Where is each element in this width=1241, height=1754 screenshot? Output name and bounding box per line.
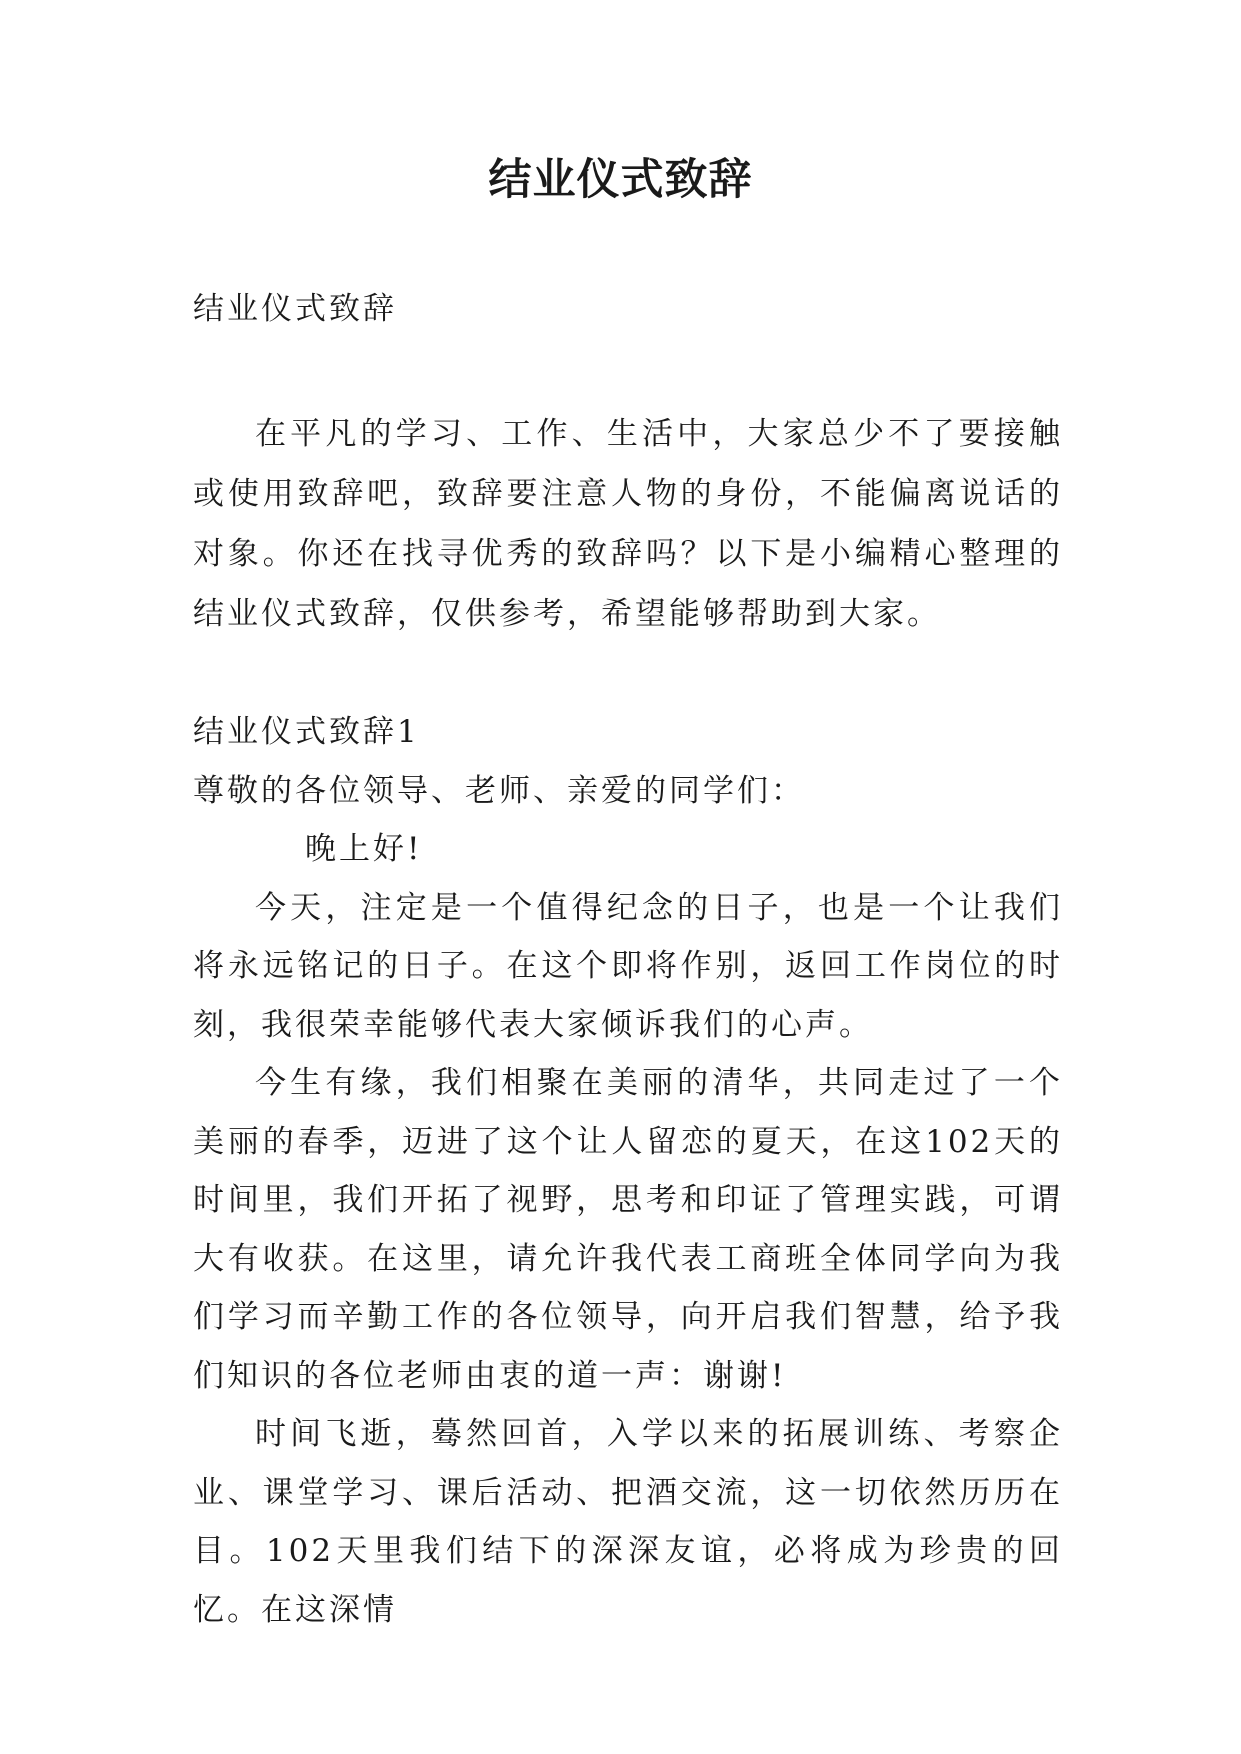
body-paragraph-1: 今天，注定是一个值得纪念的日子，也是一个让我们将永远铭记的日子。在这个即将作别，返回工作岗位的时刻，我很荣幸能够代表大家倾诉我们的心声。 bbox=[193, 889, 1063, 1043]
section-heading: 结业仪式致辞1 bbox=[193, 714, 420, 750]
intro-block bbox=[193, 404, 1063, 644]
body-paragraph-3: 时间飞逝，蓦然回首，入学以来的拓展训练、考察企业、课堂学习、课后活动、把酒交流，这一切依然历历在目。102天里我们结下的深深友谊，必将成为珍贵的回忆。在这深情 bbox=[193, 1416, 1063, 1628]
body-paragraph-2: 今生有缘，我们相聚在美丽的清华，共同走过了一个美丽的春季，迈进了这个让人留恋的夏天，在这102天的时间里，我们开拓了视野，思考和印证了管理实践，可谓大有收获。在这里，请允许我代表工商班全体同学向为我们学习而辛勤工作的各位领导，向开启我们智慧，给予我们知识的各位老师由衷的道一声：谢谢! bbox=[193, 1065, 1063, 1394]
intro-paragraph: 在平凡的学习、工作、生活中，大家总少不了要接触或使用致辞吧，致辞要注意人物的身份，不能偏离说话的对象。你还在找寻优秀的致辞吗？以下是小编精心整理的结业仪式致辞，仅供参考，希望能够帮助到大家。 bbox=[193, 416, 1063, 632]
subtitle-text: 结业仪式致辞 bbox=[193, 291, 397, 327]
salutation: 尊敬的各位领导、老师、亲爱的同学们： bbox=[193, 772, 805, 809]
speech-block bbox=[193, 703, 1063, 1639]
document-title: 结业仪式致辞 bbox=[488, 155, 753, 205]
greeting: 晚上好! bbox=[305, 831, 423, 867]
document-subtitle bbox=[193, 289, 1063, 329]
